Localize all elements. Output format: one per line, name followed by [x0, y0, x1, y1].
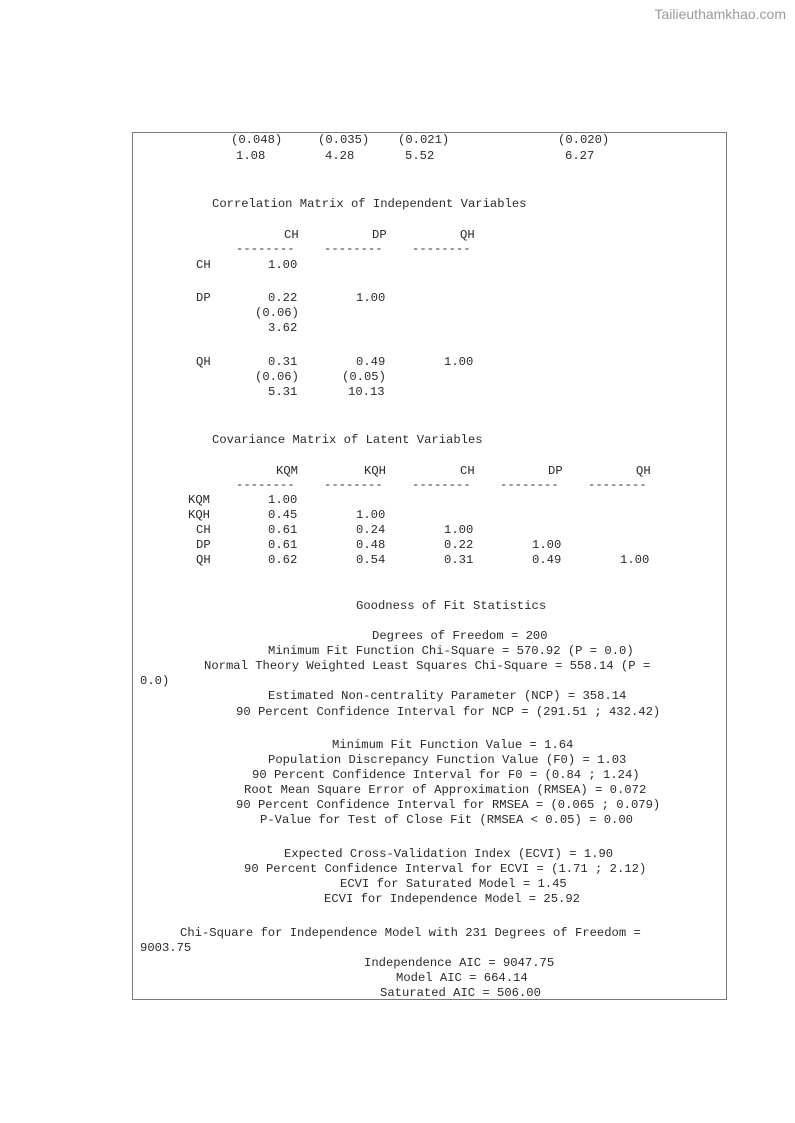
- corr-cell: 1.00: [268, 258, 298, 272]
- corr-title: Correlation Matrix of Independent Variables: [212, 197, 527, 211]
- top-se-3: (0.021): [398, 133, 450, 147]
- top-se-1: (0.048): [231, 133, 283, 147]
- cov-dash: --------: [236, 478, 295, 492]
- corr-t: 10.13: [348, 385, 385, 399]
- cov-cell: 0.45: [268, 508, 298, 522]
- gof-line: 90 Percent Confidence Interval for ECVI = (1.71 ; 2.12): [244, 862, 647, 876]
- top-t-4: 6.27: [565, 149, 595, 163]
- corr-cell: 0.49: [356, 355, 386, 369]
- cov-cell: 1.00: [356, 508, 386, 522]
- gof-line: 90 Percent Confidence Interval for F0 = (0.84 ; 1.24): [252, 768, 640, 782]
- cov-cell: 1.00: [620, 553, 650, 567]
- gof-line: 9003.75: [140, 941, 192, 955]
- corr-dash: --------: [236, 242, 295, 256]
- cov-col-header: DP: [548, 464, 563, 478]
- cov-cell: 1.00: [268, 493, 298, 507]
- corr-se: (0.06): [255, 306, 299, 320]
- corr-dash: --------: [412, 242, 471, 256]
- corr-t: 5.31: [268, 385, 298, 399]
- corr-t: 3.62: [268, 321, 298, 335]
- cov-dash: --------: [412, 478, 471, 492]
- gof-line: P-Value for Test of Close Fit (RMSEA < 0.05) = 0.00: [260, 813, 633, 827]
- gof-line: Minimum Fit Function Chi-Square = 570.92 (P = 0.0): [268, 644, 634, 658]
- watermark: Tailieuthamkhao.com: [654, 6, 786, 22]
- cov-row-label: CH: [196, 523, 211, 537]
- gof-line: Minimum Fit Function Value = 1.64: [332, 738, 574, 752]
- corr-col-header: DP: [372, 228, 387, 242]
- corr-se: (0.05): [342, 370, 386, 384]
- cov-col-header: CH: [460, 464, 475, 478]
- gof-line: 90 Percent Confidence Interval for RMSEA = (0.065 ; 0.079): [236, 798, 661, 812]
- top-t-1: 1.08: [236, 149, 266, 163]
- cov-col-header: QH: [636, 464, 651, 478]
- cov-row-label: DP: [196, 538, 211, 552]
- gof-line: Saturated AIC = 506.00: [380, 986, 541, 1000]
- gof-line: Root Mean Square Error of Approximation (RMSEA) = 0.072: [244, 783, 647, 797]
- gof-line: Chi-Square for Independence Model with 231 Degrees of Freedom =: [180, 926, 641, 940]
- gof-line: Degrees of Freedom = 200: [372, 629, 548, 643]
- cov-dash: --------: [588, 478, 647, 492]
- cov-cell: 0.22: [444, 538, 474, 552]
- corr-se: (0.06): [255, 370, 299, 384]
- corr-row-label: CH: [196, 258, 211, 272]
- gof-line: Estimated Non-centrality Parameter (NCP) = 358.14: [268, 689, 627, 703]
- corr-row-label: QH: [196, 355, 211, 369]
- top-t-2: 4.28: [325, 149, 355, 163]
- gof-line: ECVI for Saturated Model = 1.45: [340, 877, 567, 891]
- cov-cell: 0.61: [268, 538, 298, 552]
- cov-cell: 0.54: [356, 553, 386, 567]
- corr-cell: 1.00: [356, 291, 386, 305]
- top-se-4: (0.020): [558, 133, 610, 147]
- gof-line: Population Discrepancy Function Value (F0) = 1.03: [268, 753, 627, 767]
- cov-dash: --------: [324, 478, 383, 492]
- cov-row-label: KQH: [188, 508, 210, 522]
- cov-cell: 0.61: [268, 523, 298, 537]
- cov-col-header: KQM: [276, 464, 298, 478]
- gof-line: Model AIC = 664.14: [396, 971, 528, 985]
- cov-row-label: QH: [196, 553, 211, 567]
- cov-cell: 0.24: [356, 523, 386, 537]
- cov-cell: 0.31: [444, 553, 474, 567]
- gof-line: 0.0): [140, 674, 170, 688]
- corr-col-header: CH: [284, 228, 299, 242]
- gof-title: Goodness of Fit Statistics: [356, 599, 547, 613]
- top-se-2: (0.035): [318, 133, 370, 147]
- corr-cell: 1.00: [444, 355, 474, 369]
- gof-line: Expected Cross-Validation Index (ECVI) = 1.90: [284, 847, 614, 861]
- corr-col-header: QH: [460, 228, 475, 242]
- cov-cell: 1.00: [444, 523, 474, 537]
- corr-cell: 0.22: [268, 291, 298, 305]
- corr-dash: --------: [324, 242, 383, 256]
- cov-dash: --------: [500, 478, 559, 492]
- gof-line: 90 Percent Confidence Interval for NCP = (291.51 ; 432.42): [236, 705, 661, 719]
- cov-cell: 0.48: [356, 538, 386, 552]
- cov-cell: 0.62: [268, 553, 298, 567]
- cov-col-header: KQH: [364, 464, 386, 478]
- cov-title: Covariance Matrix of Latent Variables: [212, 433, 483, 447]
- cov-cell: 0.49: [532, 553, 562, 567]
- cov-cell: 1.00: [532, 538, 562, 552]
- gof-line: Independence AIC = 9047.75: [364, 956, 555, 970]
- cov-row-label: KQM: [188, 493, 210, 507]
- gof-line: ECVI for Independence Model = 25.92: [324, 892, 580, 906]
- corr-row-label: DP: [196, 291, 211, 305]
- gof-line: Normal Theory Weighted Least Squares Chi-Square = 558.14 (P =: [204, 659, 651, 673]
- corr-cell: 0.31: [268, 355, 298, 369]
- top-t-3: 5.52: [405, 149, 435, 163]
